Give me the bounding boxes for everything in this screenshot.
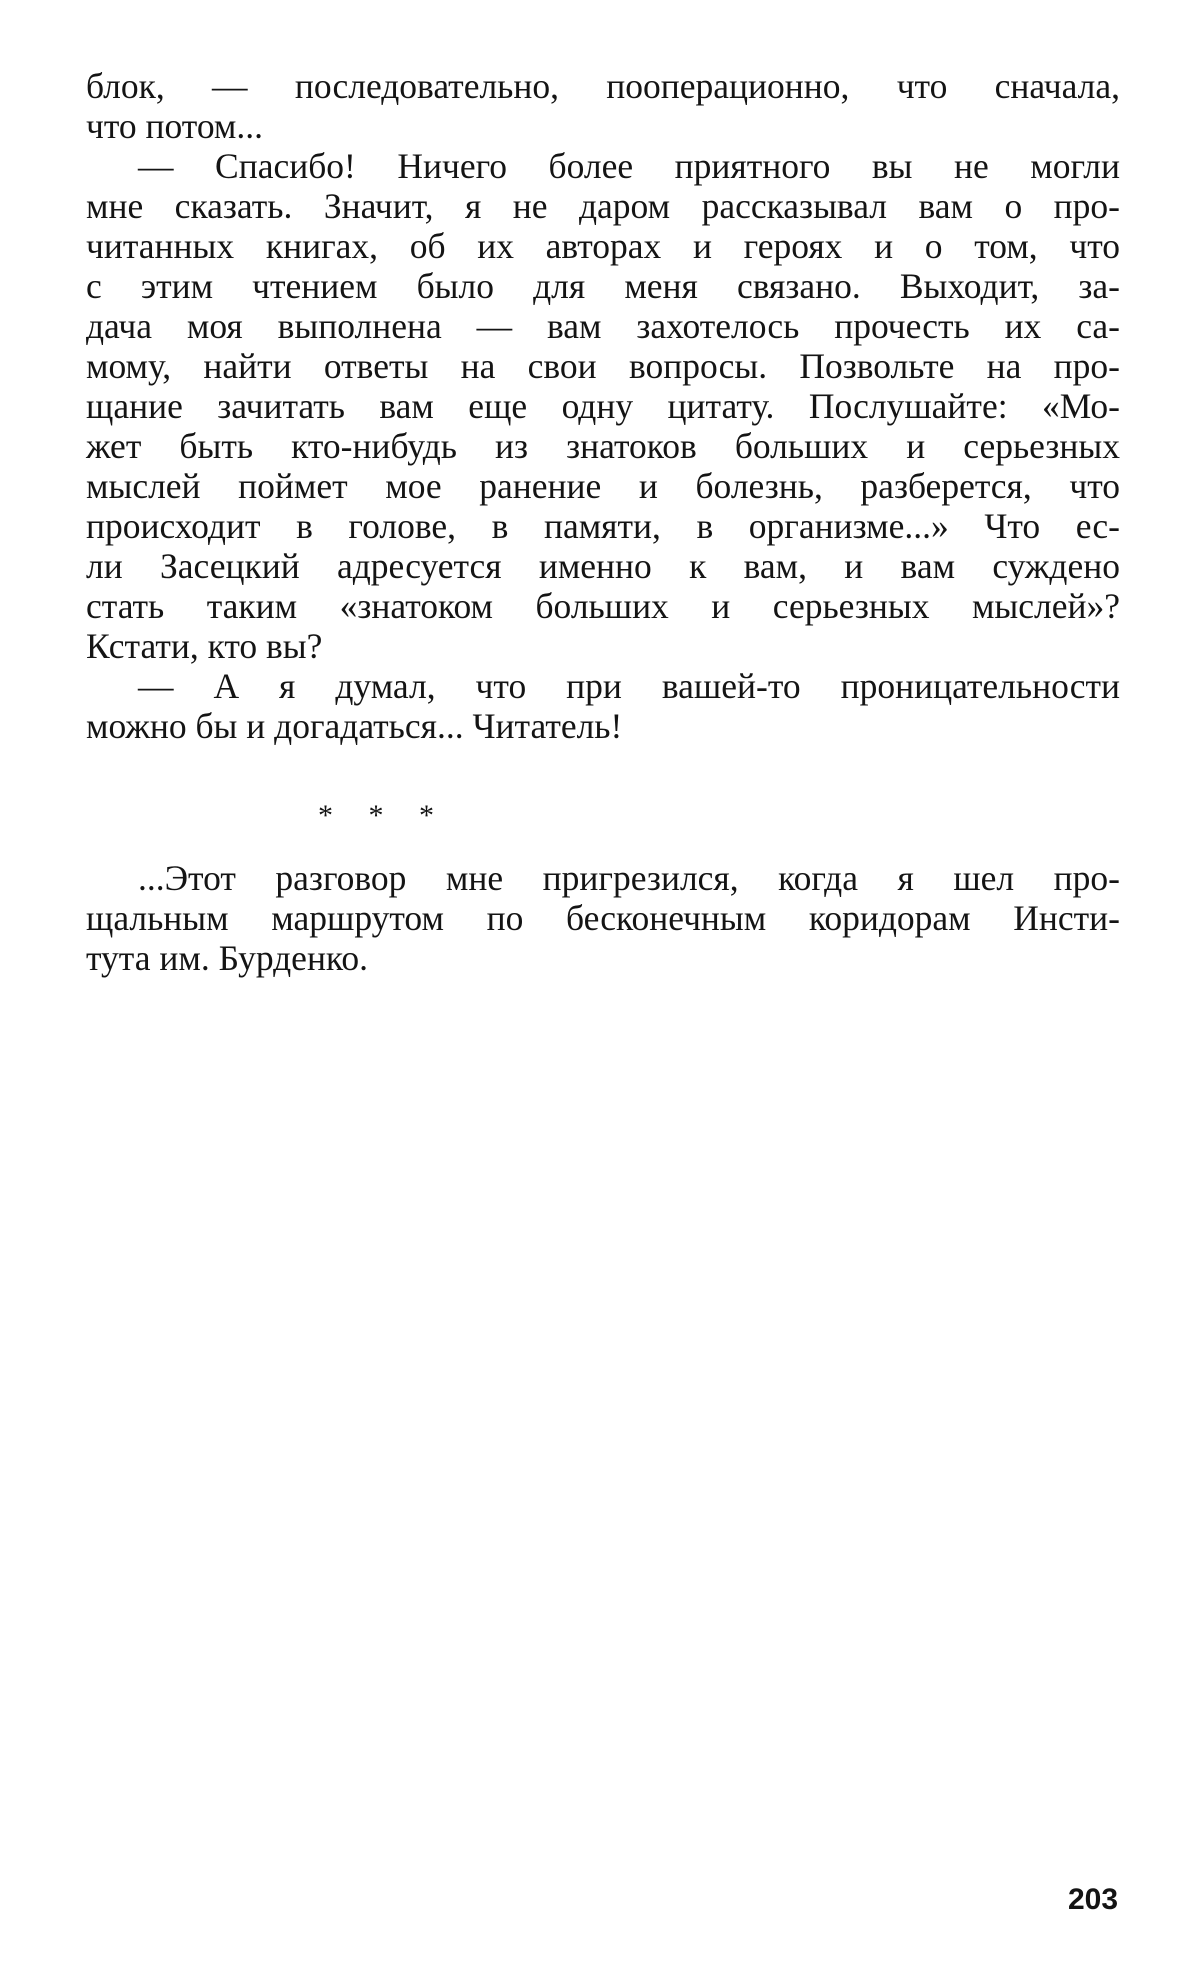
text-line: с этим чтением было для меня связано. Выходит, за-	[86, 266, 1120, 306]
text-line: ли Засецкий адресуется именно к вам, и вам суждено	[86, 546, 1120, 586]
text-line: мому, найти ответы на свои вопросы. Позвольте на про-	[86, 346, 1120, 386]
text-line: Кстати, кто вы?	[86, 626, 323, 666]
text-line: дача моя выполнена — вам захотелось прочесть их са-	[86, 306, 1120, 346]
text-line: щальным маршрутом по бесконечным коридорам Инсти-	[86, 898, 1120, 938]
text-line: тута им. Бурденко.	[86, 938, 369, 978]
text-line: мне сказать. Значит, я не даром рассказывал вам о про-	[86, 186, 1120, 226]
text-line: жет быть кто-нибудь из знатоков больших и серьезных	[86, 426, 1120, 466]
page-number: 203	[1068, 1883, 1119, 1916]
text-line: — Спасибо! Ничего более приятного вы не могли	[138, 146, 1120, 186]
main-text-block	[86, 66, 1120, 746]
closing-text-block	[86, 858, 1120, 978]
section-separator: * * *	[318, 799, 448, 832]
text-line: что потом...	[86, 106, 264, 146]
text-line: происходит в голове, в памяти, в организме...» Что ес-	[86, 506, 1120, 546]
text-line: стать таким «знатоком больших и серьезных мыслей»?	[86, 586, 1120, 626]
text-line: щание зачитать вам еще одну цитату. Послушайте: «Мо-	[86, 386, 1120, 426]
text-line: можно бы и догадаться... Читатель!	[86, 706, 623, 746]
text-line: читанных книгах, об их авторах и героях и о том, что	[86, 226, 1120, 266]
text-line: мыслей поймет мое ранение и болезнь, разберется, что	[86, 466, 1120, 506]
text-line: ...Этот разговор мне пригрезился, когда я шел про-	[138, 858, 1120, 898]
text-line: блок, — последовательно, пооперационно, что сначала,	[86, 66, 1120, 106]
text-line: — А я думал, что при вашей-то проницательности	[138, 666, 1120, 706]
